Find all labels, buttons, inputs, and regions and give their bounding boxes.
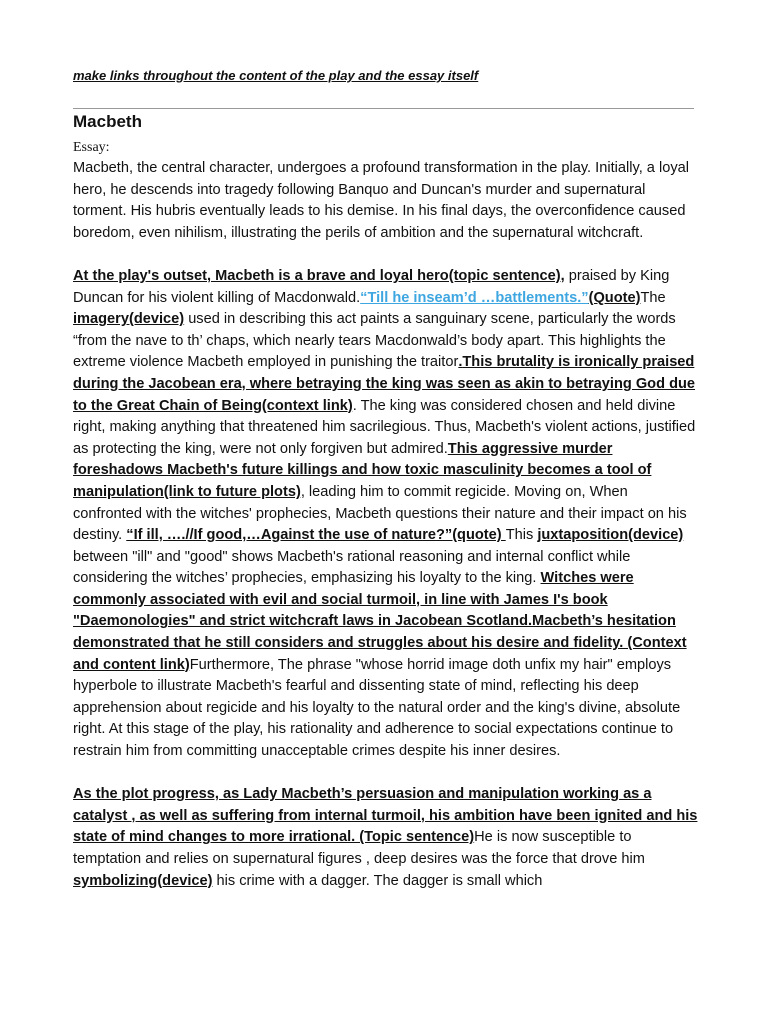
text-run: praised by King Duncan for his violent killing of Macdonwald. <box>73 267 670 306</box>
text-run: his crime with a dagger. The dagger is small which <box>212 872 543 889</box>
essay-label: Essay: <box>73 140 110 155</box>
device-tag: imagery(device) <box>73 311 185 328</box>
text-run: He is now susceptible to temptation and relies on supernatural figures , deep desires was the force that drove him <box>73 829 645 867</box>
quote-sentence: “If ill, ….//If good,…Against the use of nature?”(quote) <box>126 527 506 544</box>
context-content-link-sentence: Witches were commonly associated with evil and social turmoil, in line with James I's book "Daemonologies" and strict witchcraft laws in Jacobean Scotland.Macbeth’s hesitation demonstrated that he still considers and struggles about his desire and fidelity. (Context and content link) <box>73 570 687 673</box>
text-run: Furthermore, The phrase "whose horrid image doth unfix my hair" employs hyperbole to illustrate Macbeth's fearful and dissenting state of mind, reflecting his deep apprehension about regicide and his loyalty to the natural order and the king's divine, absolute right. At this stage of the play, his rationality and adherence to social expectations continue to restrain him from committing unacceptable crimes despite his inner desires. <box>73 656 681 760</box>
intro-paragraph: Macbeth, the central character, undergoes a profound transformation in the play. Initially, a loyal hero, he descends into tragedy following Banquo and Duncan's murder and supernatural torment. His hubris eventually leads to his demise. In his final days, the overconfidence caused boredom, even nihilism, illustrating the perils of ambition and the supernatural witchcraft. <box>73 160 689 241</box>
text-run: used in describing this act paints a sanguinary scene, particularly the words “from the nave to th’ chaps, which nearly tears Macdonwald’s body apart. This highlights the extreme violence Macbeth employed in punishing the traitor <box>73 311 676 371</box>
body-paragraph-2 <box>73 784 698 892</box>
text-run-underlined: . <box>458 354 463 371</box>
future-plots-link-sentence: This aggressive murder foreshadows Macbeth's future killings and how toxic masculinity becomes a tool of manipulation(link to future plots) <box>73 440 652 500</box>
body-paragraph-1 <box>73 266 698 763</box>
text-run: This <box>505 527 538 544</box>
horizontal-divider <box>73 108 694 109</box>
topic-sentence: At the play's outset, Macbeth is a brave and loyal hero(topic sentence), <box>73 267 565 284</box>
context-link-sentence: This brutality is ironically praised during the Jacobean era, where betraying the king was seen as akin to betraying God due to the Great Chain of Being(context link) <box>73 354 696 414</box>
essay-body <box>73 158 698 892</box>
instruction-note: make links throughout the content of the play and the essay itself <box>73 68 479 83</box>
text-run: . The king was considered chosen and held divine right, making anything that threatened him sacrilegious. Thus, Macbeth's violent actions, justified as protecting the king, were not only forgiven but admired. <box>73 397 696 457</box>
document-title: Macbeth <box>73 112 142 131</box>
device-tag: symbolizing(device) <box>73 872 213 889</box>
topic-sentence: As the plot progress, as Lady Macbeth’s persuasion and manipulation working as a catalyst , as well as suffering from internal turmoil, his ambition have been ignited and his state of mind changes to more irrational. (Topic sentence) <box>73 786 698 846</box>
device-tag: juxtaposition(device) <box>537 527 684 544</box>
text-run: between "ill" and "good" shows Macbeth's rational reasoning and internal conflict while considering the witches’ prophecies, emphasizing his loyalty to the king. <box>73 548 631 587</box>
quote-tag: (Quote) <box>588 289 641 306</box>
text-run: The <box>640 289 666 306</box>
quote-link[interactable]: “Till he inseam’d …battlements.” <box>360 289 589 306</box>
text-run: , leading him to commit regicide. Moving on, When confronted with the witches' prophecies, Macbeth questions their nature and their impact on his destiny. <box>73 483 687 544</box>
